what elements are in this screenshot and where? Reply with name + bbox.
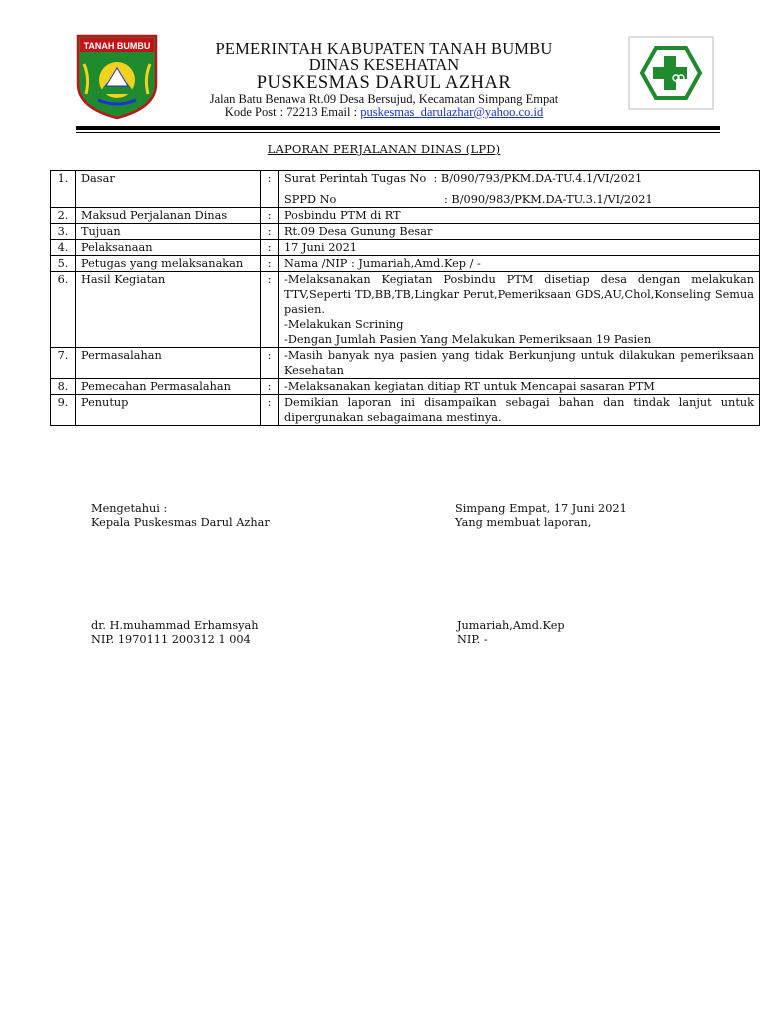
row-number: 9. — [51, 395, 76, 426]
header-rule-thin — [76, 132, 720, 133]
row-value — [279, 272, 760, 348]
row-label: Petugas yang melaksanakan — [76, 256, 261, 272]
result-line: -Dengan Jumlah Pasien Yang Melakukan Pemeriksaan 19 Pasien — [284, 333, 652, 346]
basis-letter-line: Surat Perintah Tugas No : B/090/793/PKM.DA-TU.4.1/VI/2021 — [284, 172, 643, 185]
document-title: LAPORAN PERJALANAN DINAS (LPD) — [267, 142, 501, 156]
reporter-title: Yang membuat laporan, — [455, 516, 592, 529]
row-separator: : — [261, 208, 279, 224]
row-separator: : — [261, 348, 279, 379]
row-value: 17 Juni 2021 — [279, 240, 760, 256]
header-rule-thick — [76, 126, 720, 130]
puskesmas-name: PUSKESMAS DARUL AZHAR — [256, 73, 512, 93]
row-number: 4. — [51, 240, 76, 256]
basis-sppd-line: SPPD No : B/090/983/PKM.DA-TU.3.1/VI/2021 — [284, 193, 653, 206]
report-table — [50, 170, 760, 426]
row-number: 8. — [51, 379, 76, 395]
row-separator: : — [261, 272, 279, 348]
head-nip: NIP. 1970111 200312 1 004 — [91, 633, 251, 646]
row-value — [279, 171, 760, 208]
reporter-name: Jumariah,Amd.Kep — [457, 619, 565, 632]
row-label: Penutup — [76, 395, 261, 426]
table-row — [51, 348, 760, 379]
email-link[interactable]: puskesmas_darulazhar@yahoo.co.id — [360, 105, 544, 119]
table-row — [51, 208, 760, 224]
puskesmas-cross-logo-icon — [628, 36, 714, 110]
signature-right-name — [457, 619, 565, 647]
postal-email-line — [170, 106, 598, 119]
row-value: Posbindu PTM di RT — [279, 208, 760, 224]
row-separator: : — [261, 256, 279, 272]
row-number: 3. — [51, 224, 76, 240]
table-row — [51, 395, 760, 426]
tanah-bumbu-emblem-icon — [76, 34, 158, 120]
row-label: Pemecahan Permasalahan — [76, 379, 261, 395]
row-value: Nama /NIP : Jumariah,Amd.Kep / - — [279, 256, 760, 272]
address: Jalan Batu Benawa Rt.09 Desa Bersujud, Kecamatan Simpang Empat — [209, 92, 559, 106]
postal-code: Kode Post : 72213 Email : — [224, 105, 361, 119]
row-separator: : — [261, 395, 279, 426]
table-row — [51, 240, 760, 256]
table-row — [51, 379, 760, 395]
row-label: Tujuan — [76, 224, 261, 240]
row-separator: : — [261, 171, 279, 208]
row-label: Maksud Perjalanan Dinas — [76, 208, 261, 224]
row-value: -Melaksanakan kegiatan ditiap RT untuk Mencapai sasaran PTM — [279, 379, 760, 395]
acknowledged-label: Mengetahui : — [91, 502, 168, 515]
result-line: -Melaksanakan Kegiatan Posbindu PTM disetiap desa dengan melakukan TTV,Seperti TD,BB,TB,Lingkar Perut,Pemeriksaan GDS,AU,Chol,Konseling Semua pasien. — [284, 273, 754, 316]
table-row — [51, 224, 760, 240]
row-label: Permasalahan — [76, 348, 261, 379]
row-number: 6. — [51, 272, 76, 348]
row-value: -Masih banyak nya pasien yang tidak Berkunjung untuk dilakukan pemeriksaan Kesehatan — [279, 348, 760, 379]
row-label: Hasil Kegiatan — [76, 272, 261, 348]
signature-right-header — [455, 502, 627, 530]
government-name: PEMERINTAH KABUPATEN TANAH BUMBU — [215, 39, 553, 58]
head-title: Kepala Puskesmas Darul Azhar — [91, 516, 270, 529]
letterhead — [0, 0, 768, 135]
row-separator: : — [261, 240, 279, 256]
emblem-label: TANAH BUMBU — [83, 41, 151, 51]
place-date: Simpang Empat, 17 Juni 2021 — [455, 502, 627, 515]
row-value: Rt.09 Desa Gunung Besar — [279, 224, 760, 240]
row-value: Demikian laporan ini disampaikan sebagai bahan dan tindak lanjut untuk dipergunakan sebagaimana mestinya. — [279, 395, 760, 426]
row-number: 7. — [51, 348, 76, 379]
signature-left-header — [91, 502, 270, 530]
row-separator: : — [261, 224, 279, 240]
row-number: 1. — [51, 171, 76, 208]
signature-left-name — [91, 619, 259, 647]
table-row — [51, 272, 760, 348]
row-number: 5. — [51, 256, 76, 272]
row-label: Pelaksanaan — [76, 240, 261, 256]
row-separator: : — [261, 379, 279, 395]
row-number: 2. — [51, 208, 76, 224]
head-name: dr. H.muhammad Erhamsyah — [91, 619, 259, 632]
reporter-nip: NIP. - — [457, 633, 488, 646]
table-row — [51, 171, 760, 208]
result-line: -Melakukan Scrining — [284, 318, 404, 331]
letterhead-text — [170, 40, 598, 119]
department-name: DINAS KESEHATAN — [308, 55, 460, 74]
row-label: Dasar — [76, 171, 261, 208]
table-row — [51, 256, 760, 272]
